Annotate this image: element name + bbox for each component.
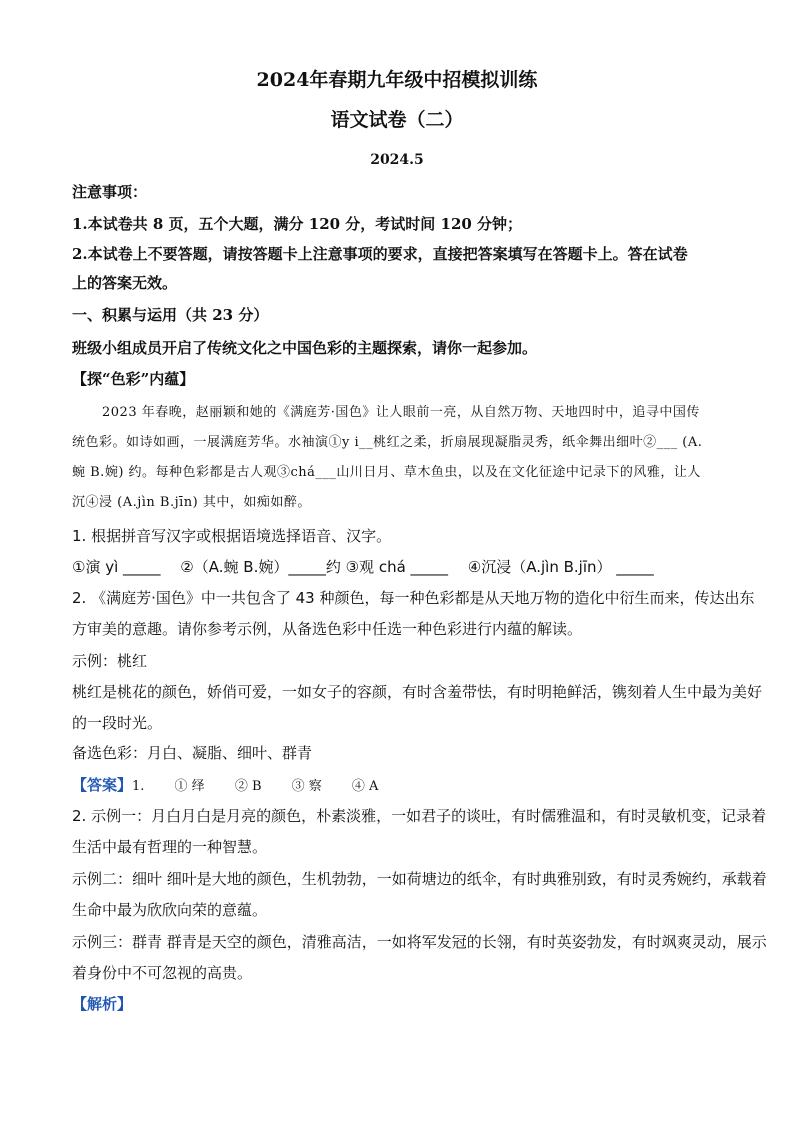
passage-line-3: 蜿 B.婉) 约。每种色彩都是古人观③chá___山川日月、草木鱼虫，以及在文化征途中记录下的风雅，让人 — [72, 465, 701, 480]
section-intro: 班级小组成员开启了传统文化之中国色彩的主题探索，请你一起参加。 — [72, 339, 538, 357]
candidate-colors: 备选色彩：月白、凝脂、细叶、群青 — [72, 744, 313, 762]
answer-q1: 1. ① 绎 ② B ③ 察 ④ A — [132, 779, 379, 794]
notice-item-2-line-2: 上的答案无效。 — [72, 274, 178, 292]
exam-date: 2024.5 — [370, 152, 424, 168]
analysis-label: 【解析】 — [72, 995, 133, 1013]
answer-line-5: 示例三：群青 群青是天空的颜色，清雅高洁，一如将军发冠的长翎，有时英姿勃发，有时飒爽灵动，展示 — [72, 933, 767, 951]
answer-line-3: 示例二：细叶 细叶是大地的颜色，生机勃勃，一如荷塘边的纸伞，有时典雅别致，有时灵秀婉约，承载着 — [72, 870, 767, 888]
answer-line-6: 着身份中不可忽视的高贵。 — [72, 964, 253, 982]
notice-heading: 注意事项： — [72, 183, 148, 201]
answer-label: 【答案】 — [72, 776, 133, 794]
passage-line-4: 沉④浸 (A.jìn B.jīn) 其中，如痴如醉。 — [72, 495, 311, 510]
passage-line-2: 统色彩。如诗如画，一展满庭芳华。水袖演①y i__桃红之柔，折扇展现凝脂灵秀，纸伞舞出细叶②___ (A. — [72, 435, 703, 450]
example-line-1: 桃红是桃花的颜色，娇俏可爱，一如女子的容颜，有时含羞带怯，有时明艳鲜活，镌刻着人生中最为美好 — [72, 683, 763, 701]
section-heading: 一、积累与运用（共 23 分） — [72, 306, 269, 324]
answer-row — [72, 775, 378, 797]
answer-line-4: 生命中最为欣欣向荣的意蕴。 — [72, 901, 268, 919]
exam-subtitle: 语文试卷（二） — [330, 109, 464, 131]
exam-title: 2024年春期九年级中招模拟训练 — [256, 69, 538, 91]
question-2-text-line-1: 2. 《满庭芳·国色》中一共包含了 43 种颜色，每一种色彩都是从天地万物的造化中衍生而来，传达出东 — [72, 589, 755, 607]
notice-item-2-line-1: 2.本试卷上不要答题，请按答题卡上注意事项的要求，直接把答案填写在答题卡上。答在试卷 — [72, 245, 688, 263]
question-1-text: 1. 根据拼音写汉字或根据语境选择语音、汉字。 — [72, 527, 392, 545]
example-label: 示例：桃红 — [72, 652, 148, 670]
passage-line-1: 2023 年春晚，赵丽颖和她的《满庭芳·国色》让人眼前一亮，从自然万物、天地四时中，追寻中国传 — [102, 405, 700, 420]
question-1-options: ①演 yì _____ ②（A.蜿 B.婉）_____约 ③观 chá _____ ④沉浸（A.jìn B.jīn） _____ — [72, 558, 654, 576]
question-2-text-line-2: 方审美的意趣。请你参考示例，从备选色彩中任选一种色彩进行内蕴的解读。 — [72, 620, 583, 638]
example-line-2: 的一段时光。 — [72, 714, 163, 732]
answer-line-1: 2. 示例一：月白月白是月亮的颜色，朴素淡雅，一如君子的谈吐，有时儒雅温和，有时灵敏机变，记录着 — [72, 807, 767, 825]
notice-item-1: 1.本试卷共 8 页，五个大题，满分 120 分，考试时间 120 分钟； — [72, 215, 523, 233]
answer-line-2: 生活中最有哲理的一种智慧。 — [72, 838, 268, 856]
section-subheading: 【探“色彩”内蕴】 — [72, 370, 195, 388]
